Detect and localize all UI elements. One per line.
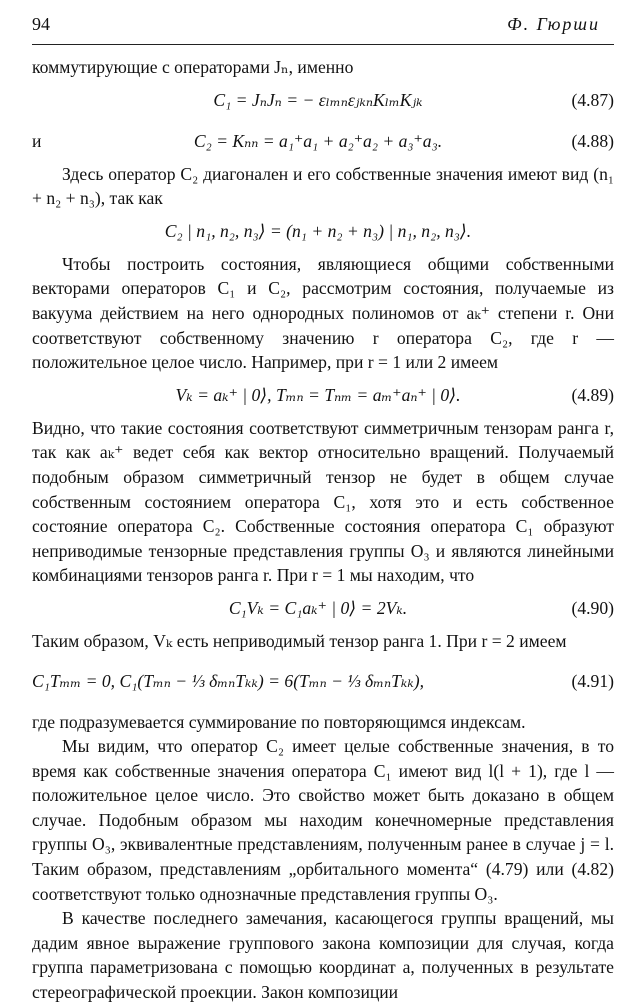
- equation-unnumbered: [32, 211, 614, 252]
- page-body: [32, 45, 614, 1005]
- equation-4-87: [32, 80, 614, 121]
- equation-formula: C₂ = Kₙₙ = a₁⁺a₁ + a₂⁺a₂ + a₃⁺a₃.: [193, 130, 443, 151]
- page-number: 94: [32, 14, 50, 34]
- equation-formula: C₁Vₖ = C₁aₖ⁺ | 0⟩ = 2Vₖ.: [228, 598, 408, 619]
- equation-formula: C₁Tₘₘ = 0, C₁(Tₘₙ − ⅓ δₘₙTₖₖ) = 6(Tₘₙ − ⅓ δₘₙTₖₖ),: [32, 671, 425, 692]
- running-title: Ф. Гюрши: [507, 14, 600, 34]
- equation-number: (4.90): [571, 598, 614, 619]
- equation-4-89: [32, 375, 614, 416]
- equation-number: (4.88): [571, 130, 614, 151]
- equation-4-90: [32, 588, 614, 629]
- equation-formula: Vₖ = aₖ⁺ | 0⟩, Tₘₙ = Tₙₘ = aₘ⁺aₙ⁺ | 0⟩.: [175, 384, 461, 405]
- paragraph: Здесь оператор C₂ диагонален и его собственные значения имеют вид (n₁ + n₂ + n₃), так как: [32, 163, 614, 209]
- equation-4-88: [32, 121, 614, 162]
- equation-number: (4.91): [571, 671, 614, 692]
- paragraph: Таким образом, Vₖ есть неприводимый тензор ранга 1. При r = 2 имеем: [32, 630, 567, 651]
- equation-number: (4.87): [571, 89, 614, 110]
- book-page: [32, 14, 614, 1005]
- paragraph: Чтобы построить состояния, являющиеся общими собственными векторами операторов C₁ и C₂, рассмотрим состояния, получаемые из вакуума действием на него однородных полиномов от aₖ⁺ степени r. Они соответствуют собственному значению r оператора C₂, где r — положительное целое число. Например, при r = 1 или 2 имеем: [32, 253, 614, 373]
- equation-number: (4.89): [571, 384, 614, 405]
- paragraph: В качестве последнего замечания, касающегося группы вращений, мы дадим явное выражение группового закона композиции для случая, когда группа параметризована с помощью координат a, полученных в результате стереографической проекции. Закон композиции: [32, 908, 614, 1003]
- paragraph: Видно, что такие состояния соответствуют симметричным тензорам ранга r, так как aₖ⁺ ведет себя как вектор относительно вращений. Получаемый подобным образом симметричный тензор не будет в общем случае собственным состоянием оператора C₁, хотя это и есть собственное состояние оператора C₂. Собственные состояния оператора C₁ образуют неприводимые тензорные представления группы O₃ и являются линейными комбинациями тензоров ранга r. При r = 1 мы находим, что: [32, 417, 614, 586]
- equation-formula: C₂ | n₁, n₂, n₃⟩ = (n₁ + n₂ + n₃) | n₁, n₂, n₃⟩.: [164, 220, 472, 241]
- conjunction: и: [32, 130, 42, 151]
- page-header: [32, 14, 614, 45]
- paragraph: Мы видим, что оператор C₂ имеет целые собственные значения, в то время как собственные значения оператора C₁ имеют вид l(l + 1), где l — положительное целое число. Это свойство может быть доказано в общем случае. Подобным образом мы находим конечномерные представления группы O₃, эквивалентные представлениям, полученным ранее в случае j = l. Таким образом, представлениям „орбитального момента“ (4.79) или (4.82) соответствуют только однозначные представления группы O₃.: [32, 736, 614, 904]
- paragraph: где подразумевается суммирование по повторяющимся индексам.: [32, 711, 526, 732]
- equation-formula: C₁ = JₙJₙ = − εₗₘₙεⱼₖₙKₗₘKⱼₖ: [213, 89, 423, 110]
- paragraph: коммутирующие с операторами Jₙ, именно: [32, 57, 354, 77]
- equation-4-91: [32, 654, 614, 710]
